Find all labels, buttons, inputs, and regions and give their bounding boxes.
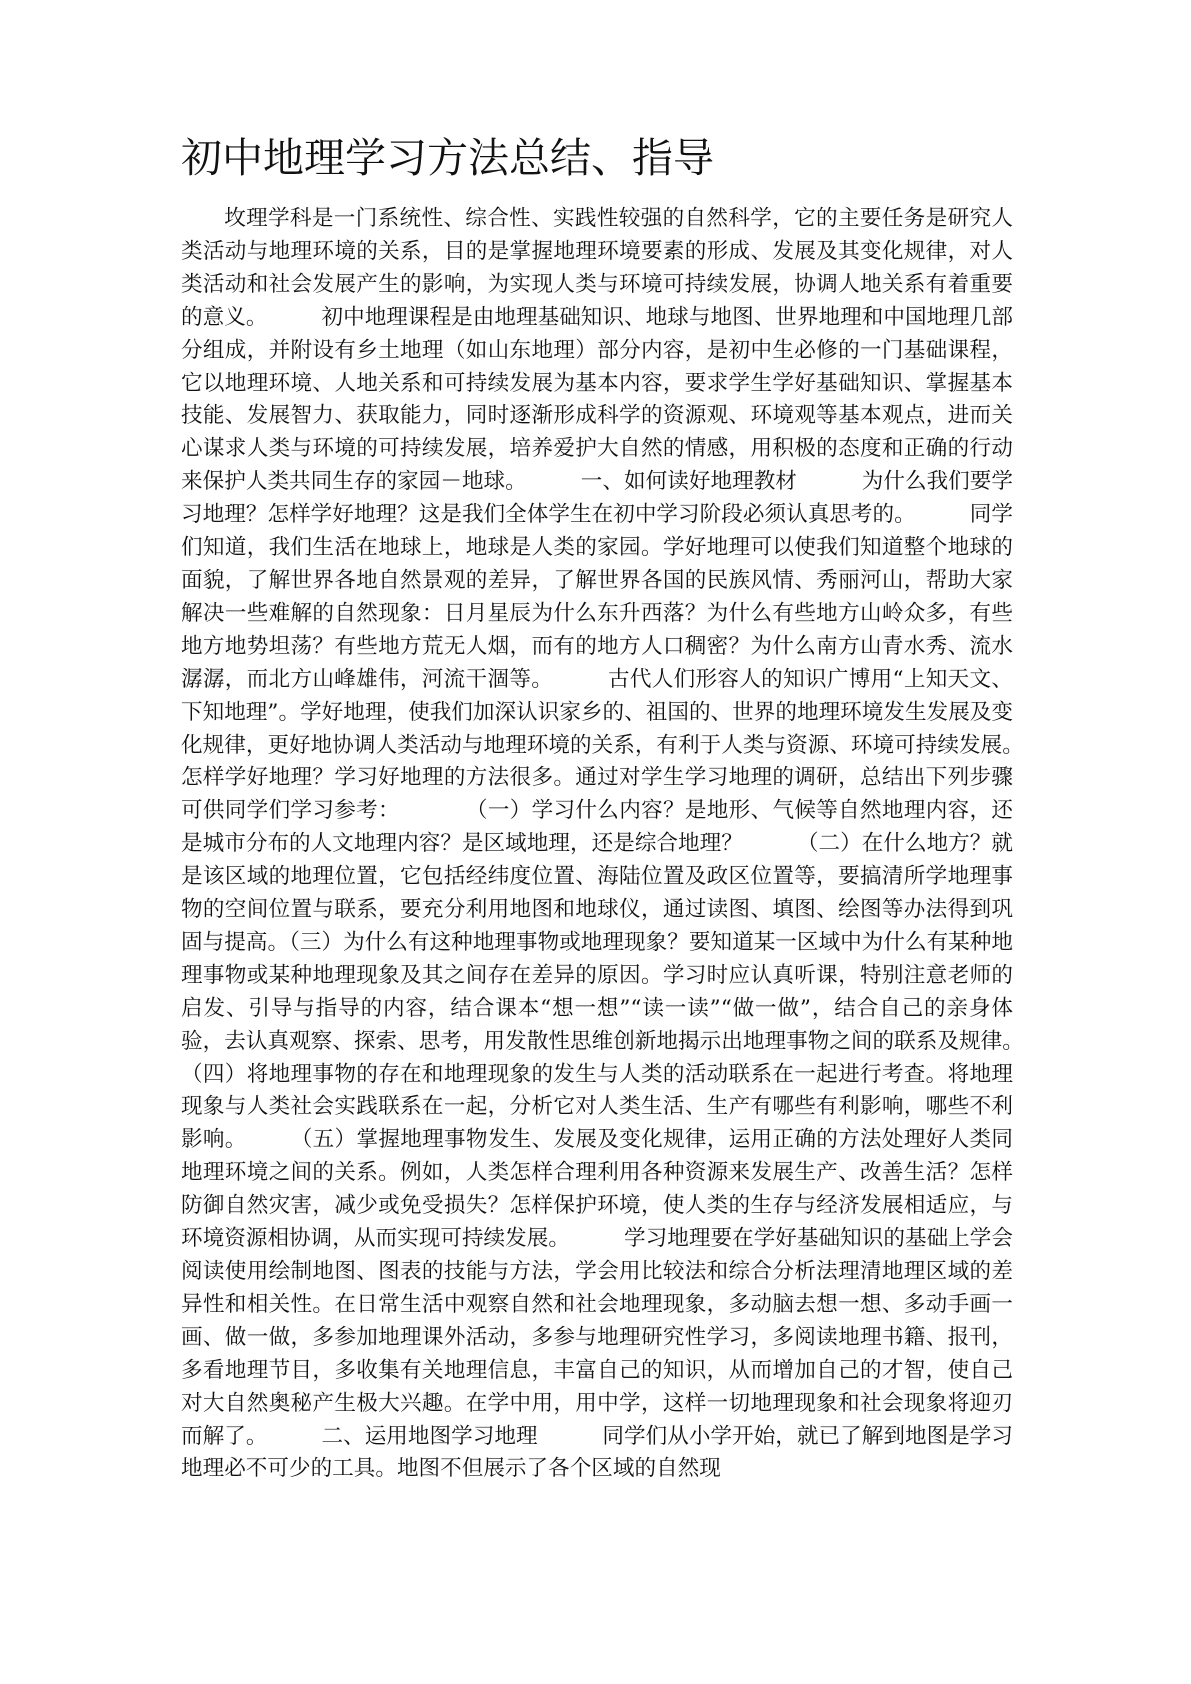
document-title: 初中地理学习方法总结、指导	[181, 134, 714, 182]
document-body-paragraph: 坆理学科是一门系统性、综合性、实践性较强的自然科学，它的主要任务是研究人类活动与地理环境的关系，目的是掌握地理环境要素的形成、发展及其变化规律，对人类活动和社会发展产生的影响，为实现人类与环境可持续发展，协调人地关系有着重要的意义。 初中地理课程是由地理基础知识、地球与地图、世界地理和中国地理几部分组成，并附设有乡土地理（如山东地理）部分内容，是初中生必修的一门基础课程，它以地理环境、人地关系和可持续发展为基本内容，要求学生学好基础知识、掌握基本技能、发展智力、获取能力，同时逐渐形成科学的资源观、环境观等基本观点，进而关心谋求人类与环境的可持续发展，培养爱护大自然的情感，用积极的态度和正确的行动来保护人类共同生存的家园－地球。 一、如何读好地理教材 为什么我们要学习地理？怎样学好地理？这是我们全体学生在初中学习阶段必须认真思考的。 同学们知道，我们生活在地球上，地球是人类的家园。学好地理可以使我们知道整个地球的面貌，了解世界各地自然景观的差异，了解世界各国的民族风情、秀丽河山，帮助大家解决一些难解的自然现象：日月星辰为什么东升西落？为什么有些地方山岭众多，有些地方地势坦荡？有些地方荒无人烟，而有的地方人口稠密？为什么南方山青水秀、流水潺潺，而北方山峰雄伟，河流干涸等。 古代人们形容人的知识广博用“上知天文、下知地理”。学好地理，使我们加深认识家乡的、祖国的、世界的地理环境发生发展及变化规律，更好地协调人类活动与地理环境的关系，有利于人类与资源、环境可持续发展。 怎样学好地理？学习好地理的方法很多。通过对学生学习地理的调研，总结出下列步骤可供同学们学习参考： （一）学习什么内容？是地形、气候等自然地理内容，还是城市分布的人文地理内容？是区域地理，还是综合地理？ （二）在什么地方？就是该区域的地理位置，它包括经纬度位置、海陆位置及政区位置等，要搞清所学地理事物的空间位置与联系，要充分利用地图和地球仪，通过读图、填图、绘图等办法得到巩固与提高。（三）为什么有这种地理事物或地理现象？要知道某一区域中为什么有某种地理事物或某种地理现象及其之间存在差异的原因。学习时应认真听课，特别注意老师的启发、引导与指导的内容，结合课本“想一想”“读一读”“做一做”，结合自己的亲身体验，去认真观察、探索、思考，用发散性思维创新地揭示出地理事物之间的联系及规律。 （四）将地理事物的存在和地理现象的发生与人类的活动联系在一起进行考查。将地理现象与人类社会实践联系在一起，分析它对人类生活、生产有哪些有利影响，哪些不利影响。 （五）掌握地理事物发生、发展及变化规律，运用正确的方法处理好人类同地理环境之间的关系。例如，人类怎样合理利用各种资源来发展生产、改善生活？怎样防御自然灾害，减少或免受损失？怎样保护环境，使人类的生存与经济发展相适应，与环境资源相协调，从而实现可持续发展。 学习地理要在学好基础知识的基础上学会阅读使用绘制地图、图表的技能与方法，学会用比较法和综合分析法理清地理区域的差异性和相关性。在日常生活中观察自然和社会地理现象，多动脑去想一想、多动手画一画、做一做，多参加地理课外活动，多参与地理研究性学习，多阅读地理书籍、报刊，多看地理节目，多收集有关地理信息，丰富自己的知识，从而增加自己的才智，使自己对大自然奥秘产生极大兴趣。在学中用，用中学，这样一切地理现象和社会现象将迎刃而解了。 二、运用地图学习地理 同学们从小学开始，就已了解到地图是学习地理必不可少的工具。地图不但展示了各个区域的自然现	[181, 206, 1078, 1482]
